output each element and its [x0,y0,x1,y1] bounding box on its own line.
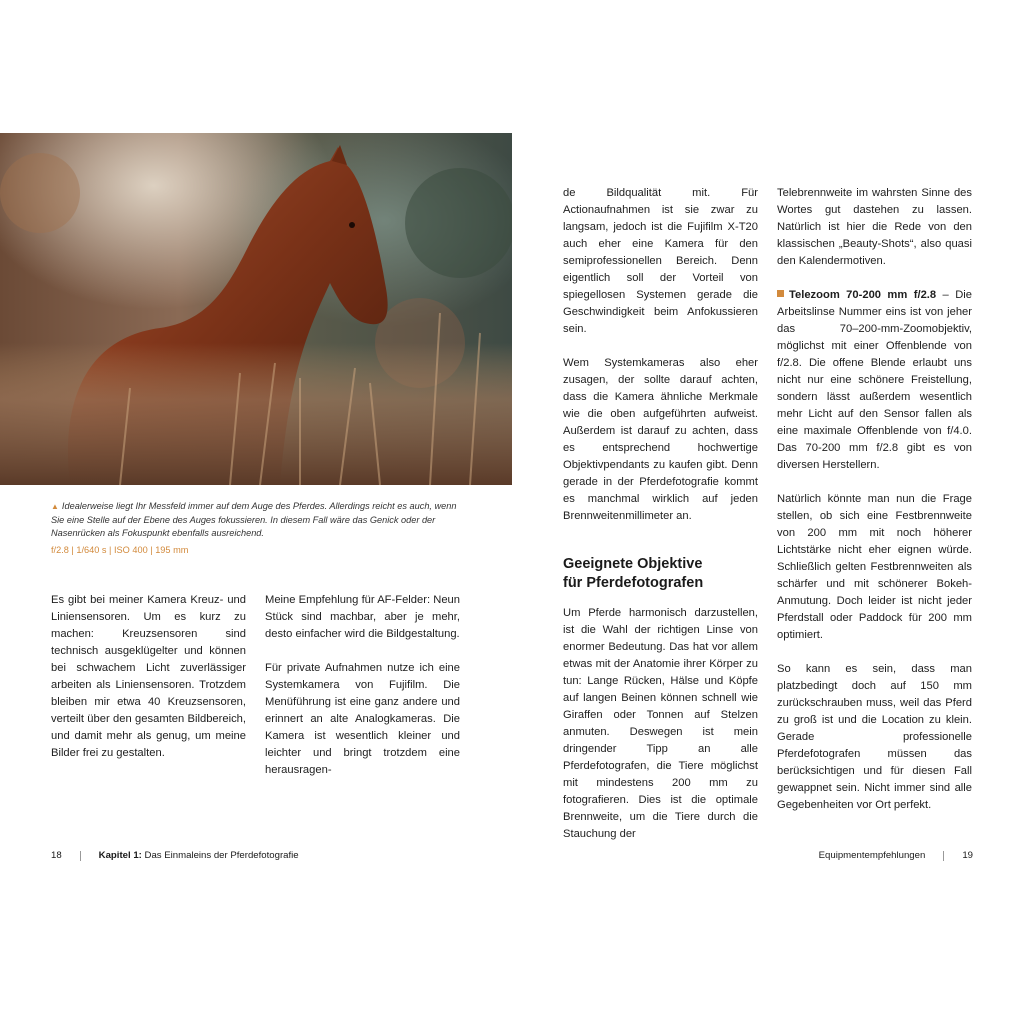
lens-name: Telezoom 70-200 mm f/2.8 [789,289,937,301]
paragraph: Natürlich könnte man nun die Frage stellen, ob sich eine Festbrennweite von 200 mm mit noch höherer Lichtstärke nicht eher eignen würde. Schließlich gelten Festbrennweiten als schärfer und mit schönerer Bokeh-Anmutung. Doch leider ist nicht jeder Pferdstall oder Paddock für 200 mm optimiert. [777,493,972,641]
paragraph: Es gibt bei meiner Kamera Kreuz- und Liniensensoren. Um es kurz zu machen: Kreuzsensoren sind technisch ausgeklügelter und können bei schwachem Licht zuverlässiger arbeiten als Liniensensoren. Trotzdem bleiben mir etwa 40 Kreuzsensoren, verteilt über den gesamten Bildbereich, und damit mehr als genug, um meine Bilder frei zu gestalten. [51,594,246,759]
footer-left [51,850,299,861]
page-number-right: 19 [962,850,973,861]
paragraph: de Bildqualität mit. Für Actionaufnahmen ist sie zwar zu langsam, jedoch ist die Fujifilm X-T20 auch eher eine Kamera für den semiprofessionellen Bereich. Denn eigentlich soll der Vorteil von spiegellosen Systemen gerade die Geschwindigkeit beim Anfokussieren sein. [563,187,758,335]
paragraph: Meine Empfehlung für AF-Felder: Neun Stück sind machbar, aber je mehr, desto einfacher wird die Bildgestaltung. [265,594,460,640]
square-bullet-icon [777,290,784,297]
horse-photo [0,133,512,485]
paragraph: Für private Aufnahmen nutze ich eine Systemkamera von Fujifilm. Die Menüführung ist eine ganz andere und erinnert an alte Analogkameras. Die Kamera ist wesentlich kleiner und leichter und bringt trotzdem eine herausragen- [265,662,460,776]
paragraph: Telezoom 70-200 mm f/2.8 – Die Arbeitslinse Nummer eins ist von jeher das 70–200-mm-Zoomobjektiv, möglichst mit einer Offenblende von f/2.8. Die offene Blende erlaubt uns nicht nur eine schönere Freistellung, sondern lässt außerdem wesentlich mehr Licht auf den Sensor fallen als eine maximale Offenblende von f/4.0. Das 70-200 mm f/2.8 gibt es von diversen Herstellern. [777,289,972,471]
text-column-4 [777,185,972,814]
chapter-title: Kapitel 1: Das Einmaleins der Pferdefotografie [98,850,299,861]
exif-info: f/2.8 | 1/640 s | ISO 400 | 195 mm [51,544,189,555]
text-column-1 [51,592,246,762]
section-heading: Geeignete Objektive für Pferdefotografen [563,556,704,591]
paragraph: Wem Systemkameras also eher zusagen, der sollte darauf achten, dass die Kamera ähnliche Merkmale wie die oben aufgeführten aufweist. Außerdem ist darauf zu achten, dass es entsprechend hochwertige Objektivpendants zu kaufen gibt. Denn gerade in der Pferdefotografie kommt es manchmal wirklich auf jeden Brennweitenmillimeter an. [563,357,758,522]
caption-text: Idealerweise liegt Ihr Messfeld immer auf dem Auge des Pferdes. Allerdings reicht es auch, wenn Sie eine Stelle auf der Ebene des Auges fokussieren. In diesem Fall wäre das Genick oder der Nasenrücken als Fokuspunkt ebenfalls ausreichend. [51,501,457,539]
footer-right [819,850,973,861]
photo-caption [51,500,471,555]
section-title: Equipmentempfehlungen [818,850,926,861]
footer-divider [80,851,81,861]
paragraph: Telebrennweite im wahrsten Sinne des Wortes gut dastehen zu lassen. Natürlich ist hier die Rede von den klassischen „Beauty-Shots“, also quasi den Kalendermotiven. [777,187,972,267]
text-column-2 [265,592,460,779]
paragraph: So kann es sein, dass man platzbedingt doch auf 150 mm zurückschrauben muss, weil das Pferd zu groß ist und die Location zu klein. Gerade professionelle Pferdefotografen müssen das berücksichtigen und für diesen Fall gewappnet sein. Nicht immer sind alle Gegebenheiten vor Ort perfekt. [777,663,972,811]
triangle-up-icon: ▲ [51,502,59,511]
paragraph: Um Pferde harmonisch darzustellen, ist die Wahl der richtigen Linse von enormer Bedeutung. Das hat vor allem etwas mit der Anatomie ihrer Körper zu tun: Lange Rücken, Hälse und Köpfe auf langen Beinen können schnell wie Giraffen oder Tonnen auf Stelzen anmuten. Deswegen ist mein dringender Tipp an alle Pferdefotografen, die Tiere möglichst mit mindestens 200 mm zu fotografieren. Dies ist die optimale Brennweite, um die Tiere durch die Stauchung der [563,607,758,840]
footer-divider [943,851,944,861]
text-column-3 [563,185,758,843]
page-number-left: 18 [51,850,62,861]
